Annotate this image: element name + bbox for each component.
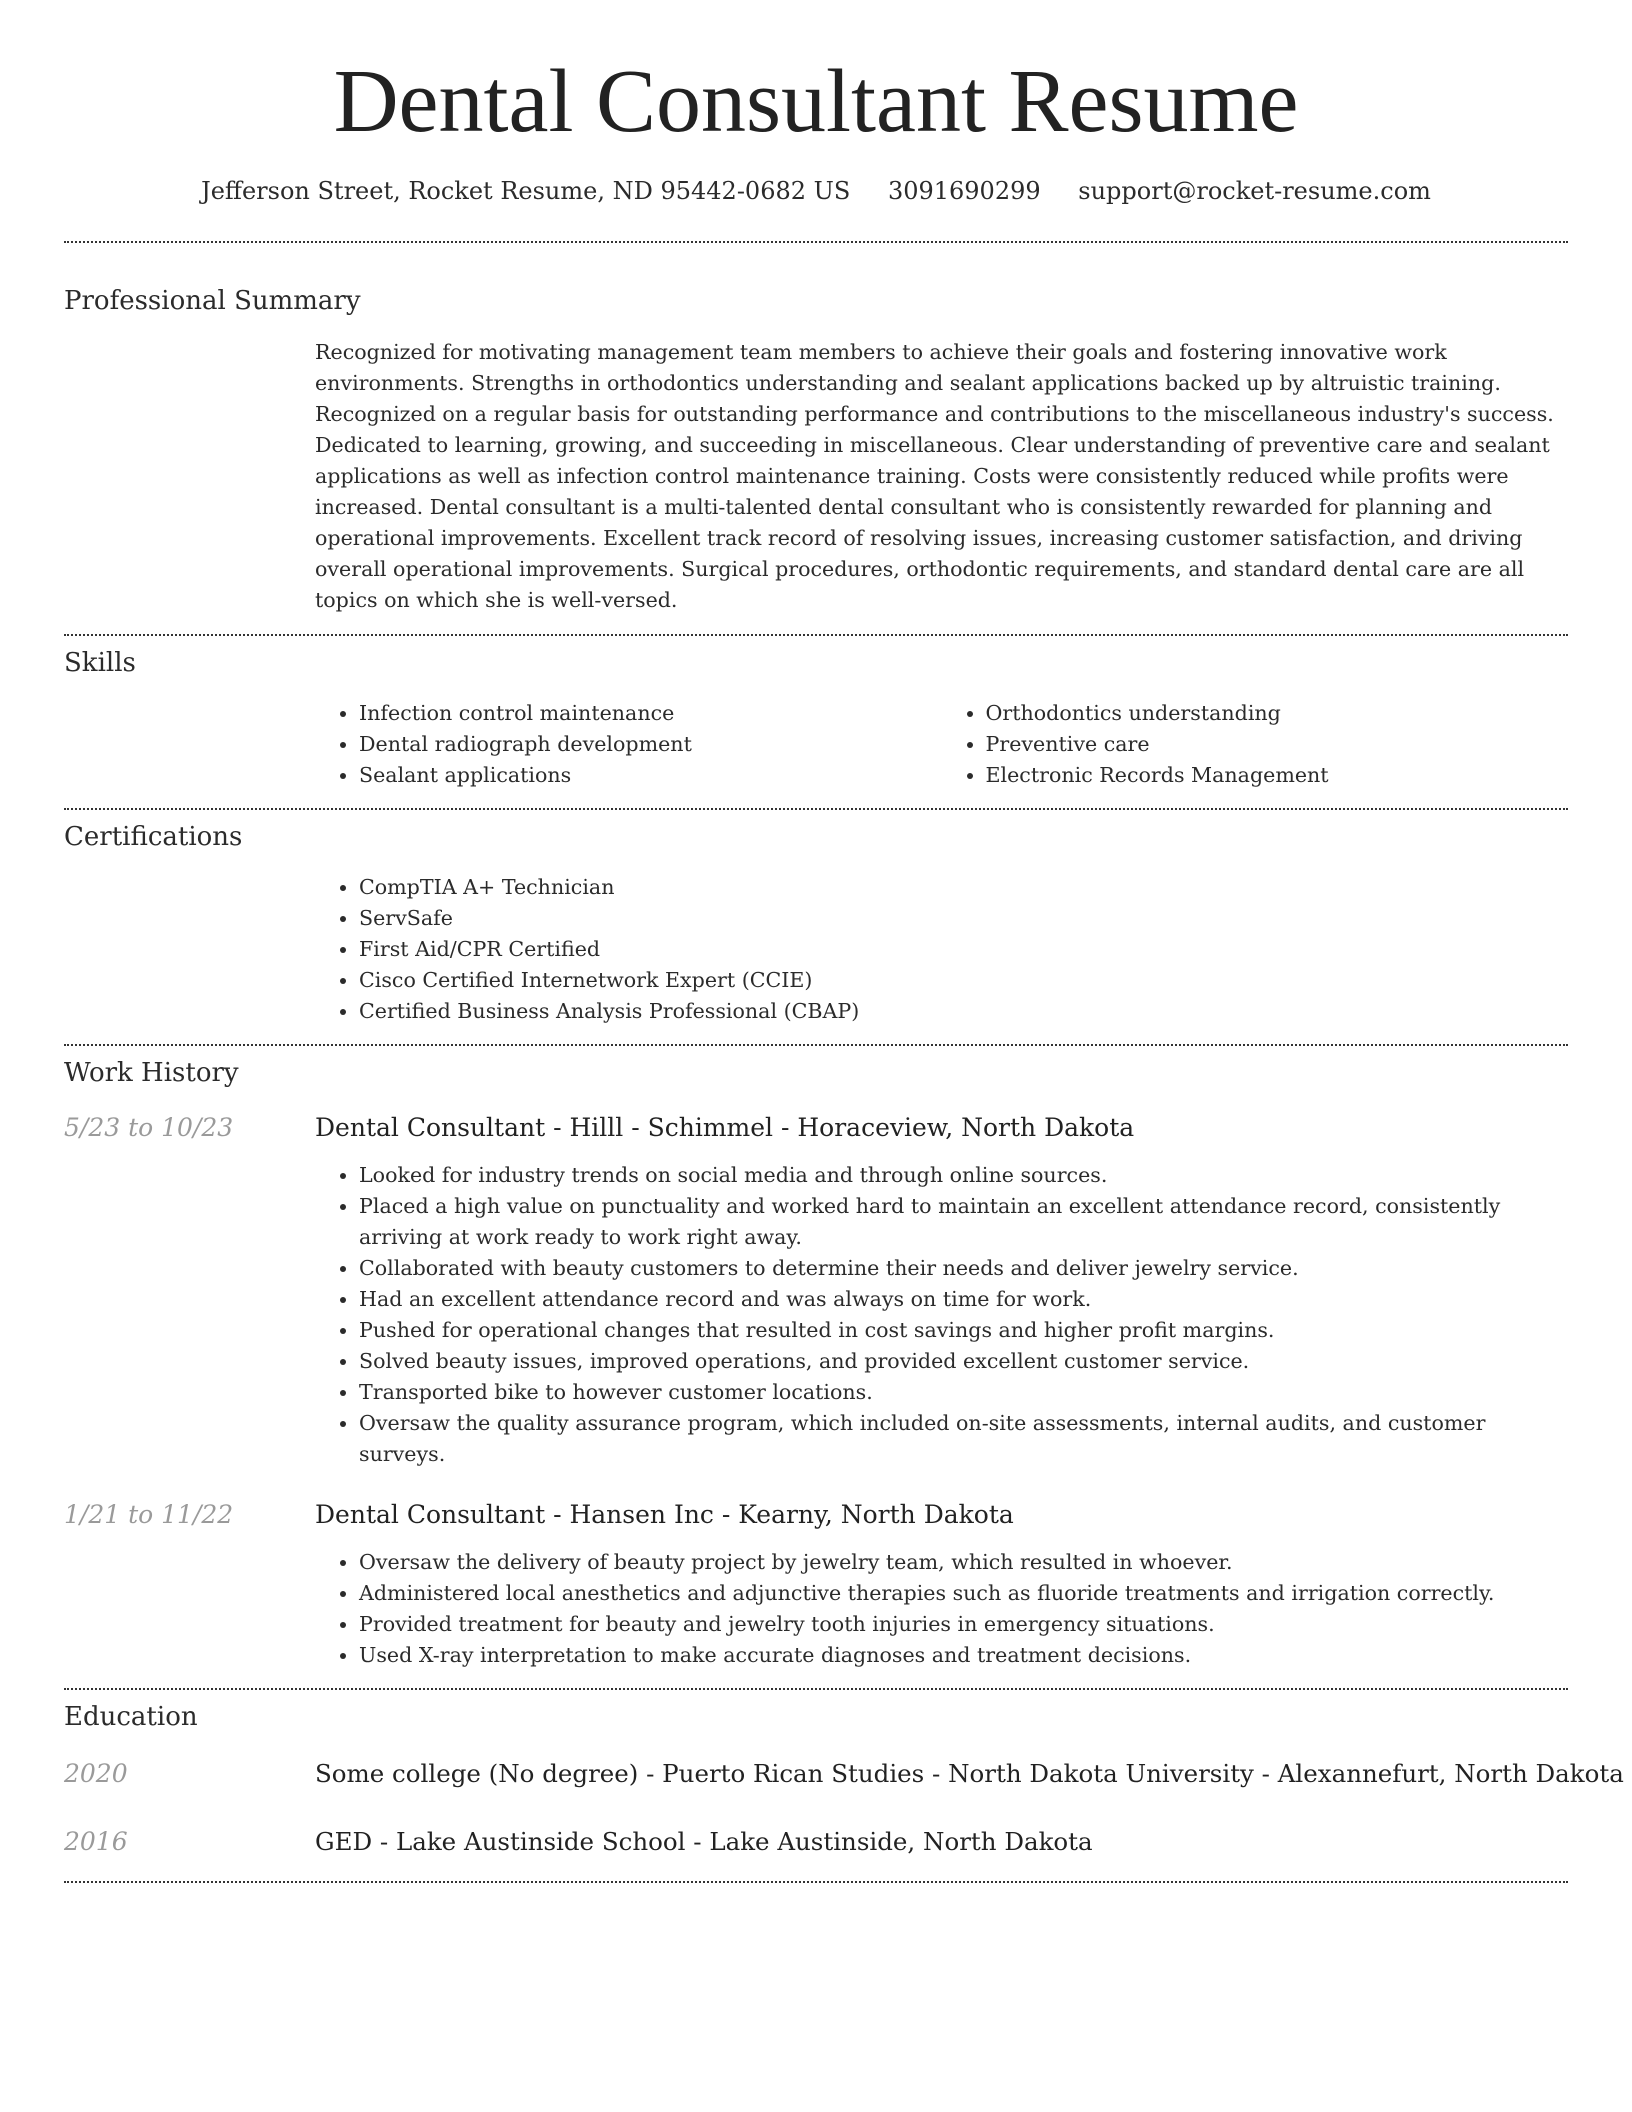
- skill-item: • Orthodontics understanding: [986, 698, 1569, 729]
- job-bullet: • Provided treatment for beauty and jewelry tooth injuries in emergency situations.: [359, 1609, 1568, 1640]
- job-bullets: [315, 1547, 1568, 1671]
- certification-item: • Cisco Certified Internetwork Expert (CCIE): [359, 965, 1568, 996]
- job-entry: [64, 1111, 1568, 1470]
- skills-section: [64, 646, 1568, 791]
- education-entry: [64, 1825, 1568, 1859]
- skill-item: • Preventive care: [986, 729, 1569, 760]
- certification-item: • ServSafe: [359, 903, 1568, 934]
- job-bullet: • Looked for industry trends on social media and through online sources.: [359, 1160, 1568, 1191]
- contact-line: [64, 174, 1568, 208]
- resume-title: Dental Consultant Resume: [333, 52, 1299, 151]
- section-divider: [64, 1044, 1568, 1046]
- job-bullet: • Used X-ray interpretation to make accurate diagnoses and treatment decisions.: [359, 1640, 1568, 1671]
- resume-page: [64, 0, 1624, 1883]
- job-bullet: • Oversaw the quality assurance program, which included on-site assessments, internal audits, and customer surveys.: [359, 1408, 1568, 1470]
- skills-columns: [315, 698, 1568, 791]
- summary-heading: Professional Summary: [64, 286, 361, 316]
- job-bullet: • Had an excellent attendance record and was always on time for work.: [359, 1284, 1568, 1315]
- job-title: Dental Consultant - Hansen Inc - Kearny, North Dakota: [315, 1500, 1014, 1529]
- education-detail: GED - Lake Austinside School - Lake Austinside, North Dakota: [315, 1827, 1093, 1856]
- education-heading: Education: [64, 1702, 198, 1732]
- work-history-section: [64, 1056, 1568, 1671]
- contact-address: Jefferson Street, Rocket Resume, ND 95442-0682 US: [201, 177, 851, 205]
- job-entry: [64, 1498, 1568, 1671]
- skill-item: • Electronic Records Management: [986, 760, 1569, 791]
- education-year: 2020: [64, 1759, 128, 1788]
- section-divider: [64, 808, 1568, 810]
- certification-item: • CompTIA A+ Technician: [359, 872, 1568, 903]
- work-history-heading: Work History: [64, 1058, 239, 1088]
- education-section: [64, 1700, 1624, 1859]
- section-divider: [64, 1688, 1568, 1690]
- summary-text: Recognized for motivating management team members to achieve their goals and fostering innovative work environments. Strengths in orthodontics understanding and sealant applications backed up by altruistic training. Recognized on a regular basis for outstanding performance and contributions to the miscellaneous industry's success. Dedicated to learning, growing, and succeeding in miscellaneous. Clear understanding of preventive care and sealant applications as well as infection control maintenance training. Costs were consistently reduced while profits were increased. Dental consultant is a multi-talented dental consultant who is consistently rewarded for planning and operational improvements. Excellent track record of resolving issues, increasing customer satisfaction, and driving overall operational improvements. Surgical procedures, orthodontic requirements, and standard dental care are all topics on which she is well-versed.: [315, 340, 1554, 612]
- section-divider: [64, 241, 1568, 243]
- certifications-list: [315, 872, 1568, 1027]
- certification-item: • Certified Business Analysis Professional (CBAP): [359, 996, 1568, 1027]
- job-bullet: • Collaborated with beauty customers to determine their needs and deliver jewelry service.: [359, 1253, 1568, 1284]
- skill-item: • Sealant applications: [359, 760, 942, 791]
- job-bullet: • Administered local anesthetics and adjunctive therapies such as fluoride treatments and irrigation correctly.: [359, 1578, 1568, 1609]
- education-year: 2016: [64, 1827, 128, 1856]
- job-dates: 1/21 to 11/22: [64, 1500, 234, 1529]
- job-bullet: • Transported bike to however customer locations.: [359, 1377, 1568, 1408]
- certifications-heading: Certifications: [64, 822, 243, 852]
- contact-phone: 3091690299: [887, 177, 1041, 205]
- job-bullets: [315, 1160, 1568, 1470]
- skills-list-left: [315, 698, 942, 791]
- skill-item: • Dental radiograph development: [359, 729, 942, 760]
- section-divider: [64, 1881, 1568, 1883]
- job-bullet: • Placed a high value on punctuality and worked hard to maintain an excellent attendance record, consistently arriving at work ready to work right away.: [359, 1191, 1568, 1253]
- certifications-section: [64, 820, 1568, 1027]
- certification-item: • First Aid/CPR Certified: [359, 934, 1568, 965]
- skill-item: • Infection control maintenance: [359, 698, 942, 729]
- job-dates: 5/23 to 10/23: [64, 1113, 234, 1142]
- education-entry: [64, 1757, 1624, 1791]
- job-bullet: • Pushed for operational changes that resulted in cost savings and higher profit margins.: [359, 1315, 1568, 1346]
- summary-section: [64, 284, 1568, 616]
- job-bullet: • Solved beauty issues, improved operations, and provided excellent customer service.: [359, 1346, 1568, 1377]
- contact-email: support@rocket-resume.com: [1078, 177, 1431, 205]
- section-divider: [64, 634, 1568, 636]
- skills-list-right: [942, 698, 1569, 791]
- job-bullet: • Oversaw the delivery of beauty project by jewelry team, which resulted in whoever.: [359, 1547, 1568, 1578]
- job-title: Dental Consultant - Hilll - Schimmel - Horaceview, North Dakota: [315, 1113, 1135, 1142]
- skills-heading: Skills: [64, 648, 136, 678]
- education-detail: Some college (No degree) - Puerto Rican Studies - North Dakota University - Alexannefurt, North Dakota: [315, 1759, 1624, 1788]
